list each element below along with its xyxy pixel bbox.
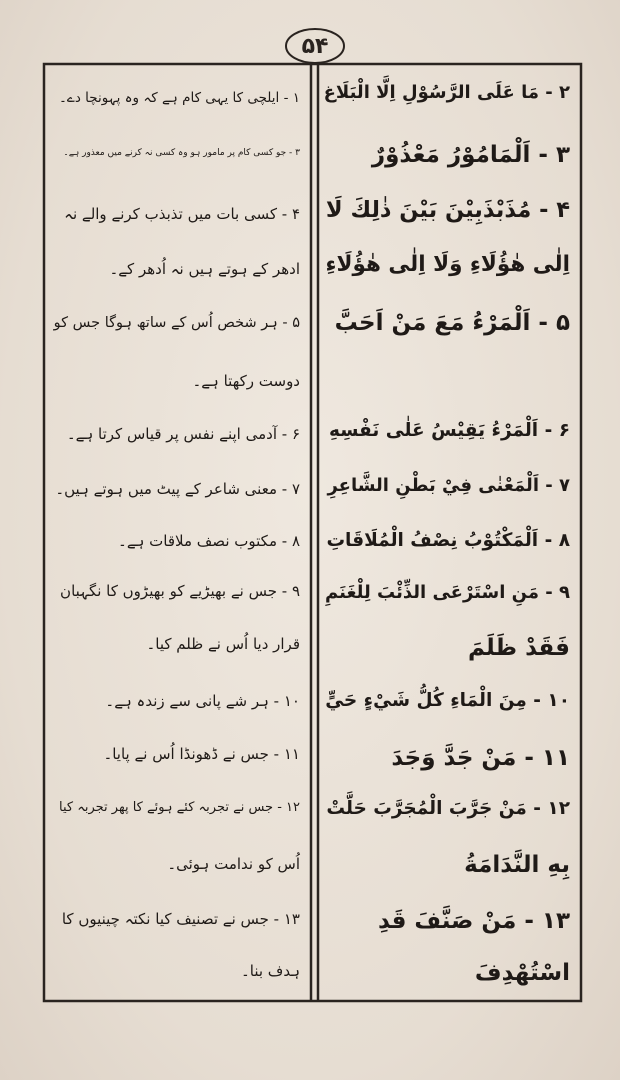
urdu-line: اُس کو ندامت ہوئی۔ <box>167 855 300 873</box>
urdu-line: ۱۱ - جس نے ڈھونڈا اُس نے پایا۔ <box>103 745 300 763</box>
urdu-line: ۱۲ - جس نے تجربہ کئے ہوئے کا پھر تجربہ کیا <box>59 800 300 815</box>
arabic-line: اِلٰى هٰؤُلَاءِ وَلَا اِلٰى هٰؤُلَاءِ <box>325 252 570 277</box>
urdu-translation-column <box>48 60 310 1005</box>
arabic-line: ۴ - مُذَبْذَبِيْنَ بَيْنَ ذٰلِكَ لَا <box>325 197 570 223</box>
arabic-line: ۹ - مَنِ اسْتَرْعَى الذِّئْبَ لِلْغَنَمِ <box>325 582 570 603</box>
two-column-frame <box>40 60 585 1005</box>
urdu-line: ۵ - ہر شخص اُس کے ساتھ ہوگا جس کو <box>53 315 300 331</box>
arabic-line: اسْتُهْدِفَ <box>474 960 570 986</box>
arabic-proverbs-column <box>320 60 580 1005</box>
urdu-line: ۹ - جس نے بھیڑیے کو بھیڑوں کا نگہبان <box>60 582 300 600</box>
urdu-line: ۱۳ - جس نے تصنیف کیا نکتہ چینیوں کا <box>61 910 300 928</box>
urdu-line: ادھر کے ہوتے ہیں نہ اُدھر کے۔ <box>109 260 300 278</box>
urdu-line: دوست رکھتا ہے۔ <box>192 372 300 390</box>
arabic-line: ۸ - اَلْمَكْتُوْبُ نِصْفُ الْمُلَاقَاتِ <box>326 530 570 551</box>
arabic-line: ۶ - اَلْمَرْءُ يَقِيْسُ عَلٰى نَفْسِهِ <box>328 420 570 441</box>
arabic-line: بِهِ النَّدَامَةُ <box>464 852 570 878</box>
urdu-line: ۱۰ - ہر شے پانی سے زندہ ہے۔ <box>105 692 300 710</box>
arabic-line: ۱۱ - مَنْ جَدَّ وَجَدَ <box>391 745 570 771</box>
urdu-line: ۳ - جو کسی کام پر مامور ہو وہ کسی نہ کرنے میں معذور ہے۔ <box>63 148 300 158</box>
arabic-line: ۱۳ - مَنْ صَنَّفَ قَدِ <box>378 908 570 934</box>
arabic-line: ۲ - مَا عَلَى الرَّسُوْلِ اِلَّا الْبَلَاغ <box>323 82 570 103</box>
urdu-line: ۴ - کسی بات میں تذبذب کرنے والے نہ <box>64 205 300 223</box>
arabic-line: ۷ - اَلْمَعْنٰى فِيْ بَطْنِ الشَّاعِرِ <box>327 475 570 496</box>
arabic-line: ۵ - اَلْمَرْءُ مَعَ مَنْ اَحَبَّ <box>334 310 570 336</box>
page-number: ۵۴ <box>301 33 329 59</box>
arabic-line: ۳ - اَلْمَامُوْرُ مَعْذُوْرٌ <box>371 142 570 168</box>
urdu-line: ۷ - معنی شاعر کے پیٹ میں ہوتے ہیں۔ <box>55 480 300 498</box>
urdu-line: ۱ - ایلچی کا یہی کام ہے کہ وہ پہونچا دے۔ <box>59 90 300 106</box>
urdu-line: قرار دیا اُس نے ظلم کیا۔ <box>146 635 300 653</box>
urdu-line: ۸ - مکتوب نصف ملاقات ہے۔ <box>118 532 300 550</box>
urdu-line: ہدف بنا۔ <box>240 962 300 980</box>
arabic-line: ۱۰ - مِنَ الْمَاءِ كُلُّ شَيْءٍ حَيٍّ <box>325 690 570 711</box>
arabic-line: فَقَدْ ظَلَمَ <box>468 635 570 661</box>
urdu-line: ۶ - آدمی اپنے نفس پر قیاس کرتا ہے۔ <box>66 425 300 443</box>
arabic-line: ۱۲ - مَنْ جَرَّبَ الْمُجَرَّبَ حَلَّتْ <box>326 798 570 819</box>
